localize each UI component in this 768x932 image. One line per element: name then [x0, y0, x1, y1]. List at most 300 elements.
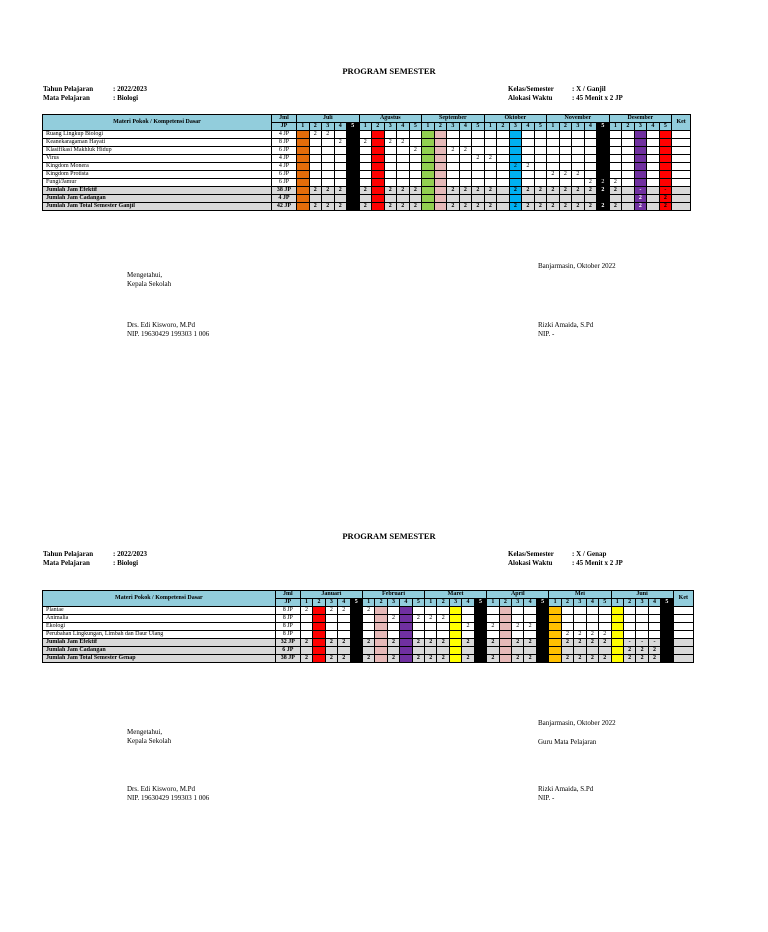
week-cell: [647, 155, 660, 163]
week-cell: [422, 131, 435, 139]
week-cell: [472, 195, 485, 203]
week-cell: [387, 607, 399, 615]
month-header: Mei: [549, 591, 611, 599]
week-number: 1: [362, 599, 374, 607]
week-number: 2: [622, 123, 635, 131]
alokasi-value: : 45 Menit x 2 JP: [572, 559, 623, 567]
week-cell: [359, 195, 372, 203]
week-cell: [597, 163, 610, 171]
ket-cell: [673, 639, 693, 647]
week-cell: [375, 615, 387, 623]
week-number: 1: [549, 599, 561, 607]
week-cell: [297, 147, 310, 155]
week-cell: [636, 623, 648, 631]
week-cell: [372, 187, 385, 195]
week-cell: 2: [609, 187, 622, 195]
week-number: 5: [659, 123, 672, 131]
week-number: 2: [561, 599, 573, 607]
week-cell: [497, 171, 510, 179]
week-cell: 2: [484, 155, 497, 163]
week-number: 3: [449, 599, 461, 607]
week-cell: 2: [447, 203, 460, 211]
week-number: 1: [547, 123, 560, 131]
week-number: 2: [623, 599, 635, 607]
week-cell: 2: [359, 187, 372, 195]
month-header: November: [547, 115, 610, 123]
week-cell: 2: [509, 203, 522, 211]
week-cell: 2: [384, 187, 397, 195]
right-signature-name: [538, 785, 593, 803]
week-cell: 2: [597, 179, 610, 187]
week-cell: [447, 195, 460, 203]
materi-row: [43, 171, 691, 179]
week-cell: [459, 171, 472, 179]
week-cell: [400, 647, 412, 655]
week-cell: [509, 131, 522, 139]
week-cell: [472, 179, 485, 187]
week-cell: [636, 607, 648, 615]
guru-role: Guru Mata Pelajaran: [538, 738, 597, 746]
week-cell: 2: [584, 187, 597, 195]
week-number: 4: [400, 599, 412, 607]
week-cell: [434, 187, 447, 195]
week-cell: [474, 615, 486, 623]
week-cell: 2: [338, 607, 350, 615]
week-number: 2: [434, 123, 447, 131]
week-number: 1: [297, 123, 310, 131]
week-cell: [472, 171, 485, 179]
week-number: 2: [375, 599, 387, 607]
week-cell: [661, 615, 673, 623]
jp-cell: 38 JP: [275, 655, 300, 663]
week-cell: [584, 131, 597, 139]
week-number: 4: [459, 123, 472, 131]
summary-row: [43, 647, 694, 655]
week-cell: [599, 615, 611, 623]
week-cell: [309, 171, 322, 179]
week-cell: [499, 623, 511, 631]
week-cell: [309, 147, 322, 155]
week-cell: [634, 155, 647, 163]
week-cell: [322, 171, 335, 179]
week-cell: [447, 179, 460, 187]
week-cell: [422, 163, 435, 171]
week-cell: [547, 131, 560, 139]
week-cell: [534, 171, 547, 179]
week-number: 2: [497, 123, 510, 131]
week-cell: [647, 203, 660, 211]
week-cell: 2: [522, 187, 535, 195]
week-cell: [434, 163, 447, 171]
materi-cell: Jumlah Jam Efektif: [43, 639, 276, 647]
week-cell: [622, 179, 635, 187]
week-cell: [547, 195, 560, 203]
materi-cell: Fungi/Jamur: [43, 179, 272, 187]
guru-name: Rizki Amaida, S.Pd: [538, 785, 594, 793]
week-cell: [297, 163, 310, 171]
jp-cell: 6 JP: [275, 647, 300, 655]
week-cell: 2: [636, 655, 648, 663]
week-cell: [409, 163, 422, 171]
jp-cell: 4 JP: [272, 195, 297, 203]
week-cell: 2: [559, 187, 572, 195]
week-number: 5: [599, 599, 611, 607]
week-cell: [459, 163, 472, 171]
week-cell: 2: [437, 655, 449, 663]
week-number: 3: [512, 599, 524, 607]
week-cell: [622, 171, 635, 179]
week-cell: [384, 131, 397, 139]
week-cell: [536, 655, 548, 663]
week-cell: 2: [459, 187, 472, 195]
week-cell: [609, 155, 622, 163]
ket-header: Ket: [672, 115, 691, 131]
week-cell: [597, 147, 610, 155]
week-cell: [522, 155, 535, 163]
week-cell: [362, 647, 374, 655]
week-cell: [400, 615, 412, 623]
week-cell: 2: [437, 639, 449, 647]
week-cell: 2: [509, 187, 522, 195]
week-cell: [623, 631, 635, 639]
page-title: PROGRAM SEMESTER: [342, 531, 436, 541]
jp-cell: 4 JP: [272, 155, 297, 163]
week-cell: [659, 147, 672, 155]
week-cell: [338, 631, 350, 639]
week-cell: 2: [447, 187, 460, 195]
week-cell: [586, 647, 598, 655]
week-cell: [359, 171, 372, 179]
week-cell: [437, 647, 449, 655]
week-cell: [648, 631, 660, 639]
week-cell: 2: [300, 639, 312, 647]
week-number: 4: [584, 123, 597, 131]
materi-cell: Virus: [43, 155, 272, 163]
week-cell: [547, 139, 560, 147]
week-number: 5: [661, 599, 673, 607]
week-cell: [347, 147, 360, 155]
week-cell: [362, 631, 374, 639]
week-cell: [549, 615, 561, 623]
week-cell: [300, 631, 312, 639]
program-semester-table: [42, 114, 691, 211]
week-cell: [322, 139, 335, 147]
week-number: 1: [300, 599, 312, 607]
week-cell: [297, 195, 310, 203]
week-cell: [509, 171, 522, 179]
materi-row: [43, 139, 691, 147]
week-cell: [447, 155, 460, 163]
week-number: 2: [499, 599, 511, 607]
week-cell: 2: [522, 203, 535, 211]
week-cell: 2: [512, 639, 524, 647]
week-cell: [334, 171, 347, 179]
materi-row: [43, 623, 694, 631]
week-cell: [372, 131, 385, 139]
week-cell: [434, 195, 447, 203]
right-signature-name: [538, 321, 593, 339]
alokasi-label: Alokasi Waktu: [508, 94, 553, 102]
week-cell: 2: [599, 655, 611, 663]
week-cell: -: [623, 639, 635, 647]
week-cell: [586, 623, 598, 631]
week-cell: [611, 623, 623, 631]
ket-cell: [672, 187, 691, 195]
week-cell: [387, 647, 399, 655]
week-cell: 2: [559, 171, 572, 179]
week-cell: [549, 647, 561, 655]
materi-row: [43, 147, 691, 155]
kelas-label: Kelas/Semester: [508, 550, 554, 558]
kelas-label: Kelas/Semester: [508, 85, 554, 93]
week-number: 2: [437, 599, 449, 607]
week-cell: [497, 203, 510, 211]
week-cell: 2: [623, 647, 635, 655]
week-cell: [534, 147, 547, 155]
week-cell: [387, 631, 399, 639]
week-cell: [534, 179, 547, 187]
week-cell: [300, 647, 312, 655]
week-cell: [437, 631, 449, 639]
week-cell: [459, 155, 472, 163]
materi-cell: Jumlah Jam Cadangan: [43, 647, 276, 655]
left-signature: [127, 271, 171, 289]
week-cell: [350, 623, 362, 631]
week-cell: [647, 163, 660, 171]
right-signature: [538, 262, 616, 271]
week-cell: [524, 607, 536, 615]
week-cell: [497, 147, 510, 155]
materi-cell: Kingdom Monera: [43, 163, 272, 171]
week-cell: [409, 195, 422, 203]
week-cell: [422, 139, 435, 147]
week-cell: 2: [572, 203, 585, 211]
week-cell: 2: [522, 163, 535, 171]
week-cell: [536, 639, 548, 647]
week-cell: [623, 607, 635, 615]
week-cell: [499, 615, 511, 623]
week-cell: [634, 179, 647, 187]
materi-row: [43, 179, 691, 187]
week-cell: [409, 179, 422, 187]
week-cell: [409, 131, 422, 139]
tahun-value: : 2022/2023: [113, 85, 148, 93]
week-cell: [648, 615, 660, 623]
week-cell: [584, 163, 597, 171]
week-cell: 2: [338, 639, 350, 647]
week-cell: [572, 139, 585, 147]
jp-cell: 8 JP: [275, 623, 300, 631]
week-number: 3: [384, 123, 397, 131]
week-cell: [647, 187, 660, 195]
week-cell: [459, 131, 472, 139]
week-cell: [661, 647, 673, 655]
week-cell: [359, 131, 372, 139]
week-cell: [586, 607, 598, 615]
week-number: 4: [648, 599, 660, 607]
week-cell: 2: [459, 147, 472, 155]
week-cell: [462, 631, 474, 639]
jp-cell: 8 JP: [275, 607, 300, 615]
week-cell: [472, 139, 485, 147]
week-number: 4: [338, 599, 350, 607]
week-cell: [409, 139, 422, 147]
week-cell: [572, 179, 585, 187]
week-cell: [422, 203, 435, 211]
week-cell: [350, 631, 362, 639]
materi-row: [43, 163, 691, 171]
materi-cell: Ekologi: [43, 623, 276, 631]
week-cell: [434, 179, 447, 187]
tahun-label: Tahun Pelajaran: [43, 85, 94, 93]
week-cell: [599, 623, 611, 631]
week-cell: 2: [387, 639, 399, 647]
ket-cell: [672, 195, 691, 203]
materi-cell: Animalia: [43, 615, 276, 623]
week-cell: 2: [425, 639, 437, 647]
week-cell: 2: [462, 655, 474, 663]
week-cell: [334, 163, 347, 171]
week-cell: [309, 139, 322, 147]
week-cell: [597, 171, 610, 179]
week-cell: 2: [509, 163, 522, 171]
week-cell: [359, 155, 372, 163]
week-cell: -: [659, 187, 672, 195]
jp-cell: 42 JP: [272, 203, 297, 211]
week-cell: [350, 607, 362, 615]
week-cell: [574, 647, 586, 655]
week-cell: [474, 631, 486, 639]
week-number: 3: [574, 599, 586, 607]
week-cell: [534, 163, 547, 171]
week-cell: 2: [412, 655, 424, 663]
week-cell: 2: [659, 203, 672, 211]
week-cell: [634, 131, 647, 139]
week-cell: 2: [547, 203, 560, 211]
week-cell: [334, 179, 347, 187]
week-cell: [572, 147, 585, 155]
week-number: 1: [359, 123, 372, 131]
materi-row: [43, 615, 694, 623]
week-cell: [334, 195, 347, 203]
week-cell: [547, 179, 560, 187]
summary-row: [43, 655, 694, 663]
week-cell: 2: [586, 655, 598, 663]
week-cell: [325, 615, 337, 623]
week-cell: [549, 623, 561, 631]
week-cell: [584, 171, 597, 179]
materi-row: [43, 607, 694, 615]
kepala-sekolah-text: Kepala Sekolah: [127, 737, 172, 745]
week-number: 1: [609, 123, 622, 131]
week-cell: [648, 623, 660, 631]
week-cell: 2: [547, 171, 560, 179]
summary-row: [43, 639, 694, 647]
week-cell: [661, 631, 673, 639]
info-left: [43, 85, 147, 103]
week-cell: [347, 155, 360, 163]
week-cell: [347, 131, 360, 139]
week-cell: [309, 163, 322, 171]
week-cell: -: [648, 639, 660, 647]
week-number: 3: [636, 599, 648, 607]
ket-cell: [672, 171, 691, 179]
week-cell: [599, 607, 611, 615]
week-cell: 2: [512, 655, 524, 663]
week-cell: [375, 655, 387, 663]
ket-cell: [672, 179, 691, 187]
week-cell: [434, 171, 447, 179]
week-cell: [297, 171, 310, 179]
week-cell: [449, 615, 461, 623]
week-cell: 2: [334, 203, 347, 211]
materi-cell: Jumlah Jam Cadangan: [43, 195, 272, 203]
week-cell: 2: [574, 639, 586, 647]
week-number: 4: [397, 123, 410, 131]
week-cell: [347, 171, 360, 179]
week-number: 4: [586, 599, 598, 607]
week-cell: 2: [397, 187, 410, 195]
week-cell: 2: [572, 187, 585, 195]
week-cell: 2: [462, 623, 474, 631]
week-cell: 2: [462, 639, 474, 647]
week-cell: [472, 131, 485, 139]
week-cell: [534, 139, 547, 147]
kepsek-nip: NIP. 19630429 199303 1 006: [127, 794, 210, 802]
week-cell: [484, 179, 497, 187]
week-cell: 2: [524, 639, 536, 647]
week-cell: [611, 607, 623, 615]
week-cell: 2: [648, 655, 660, 663]
materi-header: Materi Pokok / Kompetensi Dasar: [43, 591, 276, 607]
week-cell: 2: [472, 187, 485, 195]
week-cell: [597, 155, 610, 163]
week-cell: 2: [609, 203, 622, 211]
week-cell: [412, 607, 424, 615]
week-cell: 2: [325, 639, 337, 647]
week-cell: [375, 647, 387, 655]
week-cell: [509, 155, 522, 163]
week-cell: [334, 155, 347, 163]
week-cell: [400, 607, 412, 615]
ket-cell: [672, 163, 691, 171]
kelas-value: : X / Ganjil: [572, 85, 606, 93]
week-cell: [434, 147, 447, 155]
materi-row: [43, 131, 691, 139]
ket-cell: [673, 615, 693, 623]
week-cell: [309, 155, 322, 163]
week-cell: [512, 615, 524, 623]
week-cell: 2: [384, 203, 397, 211]
program-semester-table: [42, 590, 694, 663]
info-right: [508, 550, 623, 568]
week-cell: [522, 195, 535, 203]
week-cell: [584, 147, 597, 155]
week-cell: [372, 195, 385, 203]
week-cell: [372, 171, 385, 179]
week-cell: [313, 607, 325, 615]
week-cell: [325, 647, 337, 655]
week-cell: -: [634, 187, 647, 195]
left-signature: [127, 728, 171, 746]
week-cell: 2: [322, 131, 335, 139]
week-cell: [384, 147, 397, 155]
week-number: 3: [447, 123, 460, 131]
week-cell: 2: [322, 187, 335, 195]
week-cell: [434, 203, 447, 211]
week-cell: 2: [387, 655, 399, 663]
week-cell: [609, 195, 622, 203]
